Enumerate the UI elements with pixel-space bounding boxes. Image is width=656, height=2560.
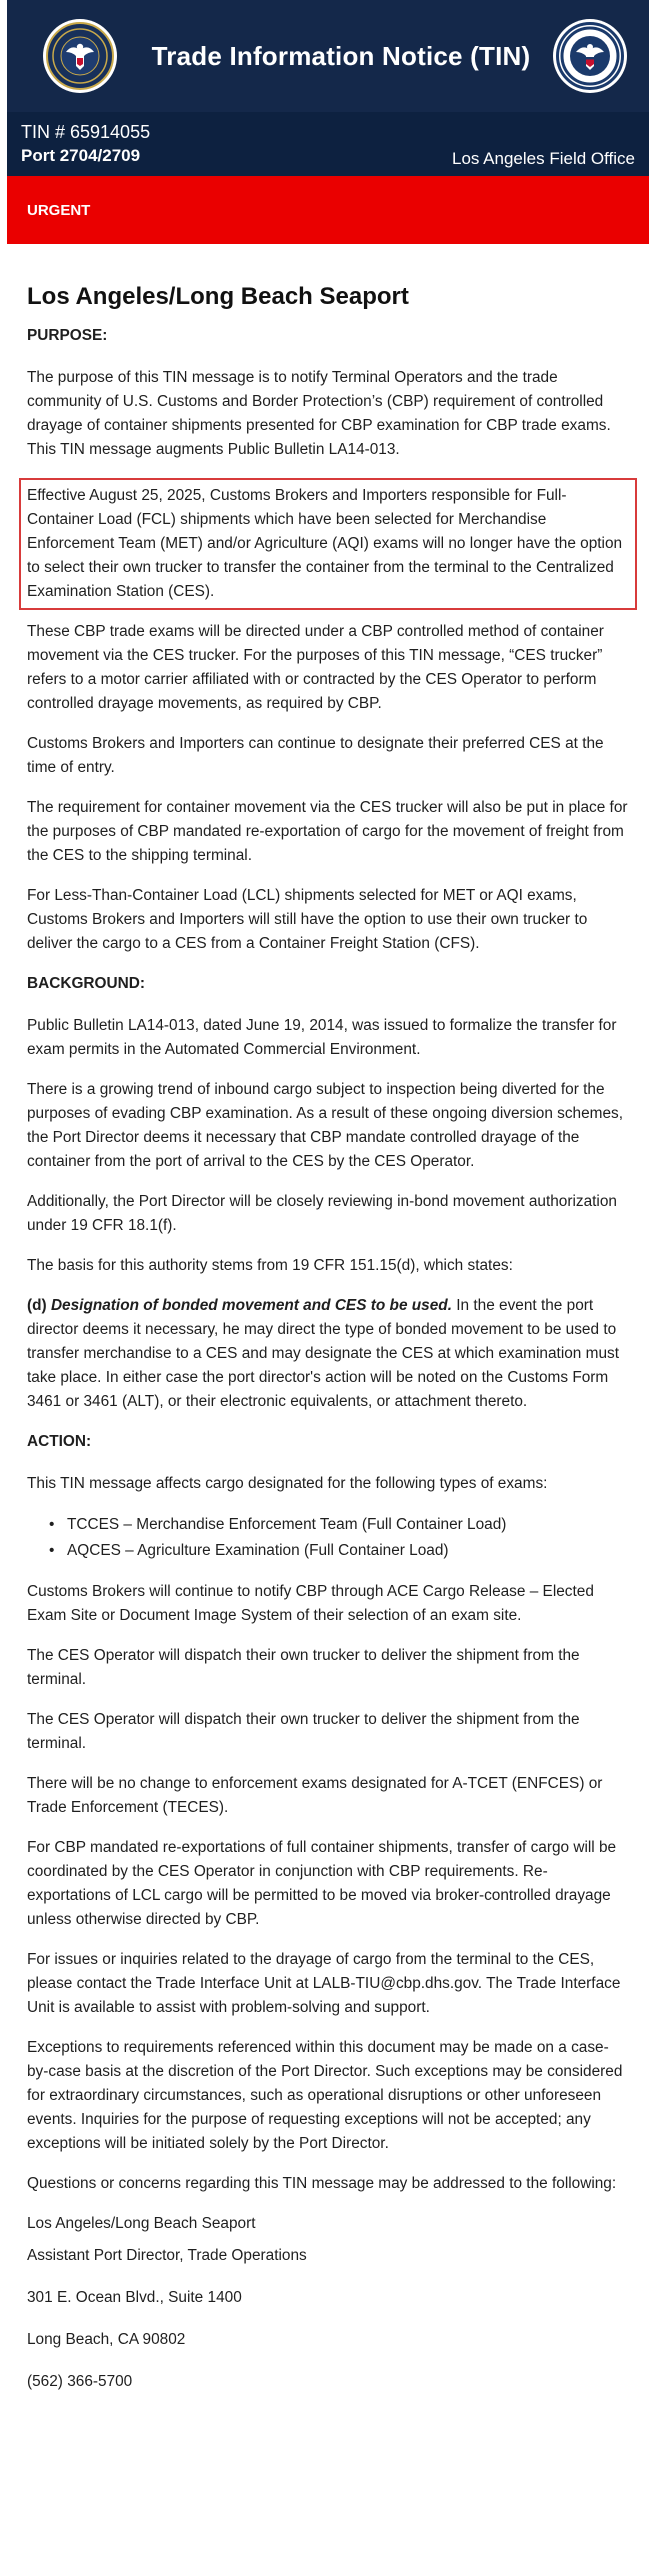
contact-title: Assistant Port Director, Trade Operations: [27, 2247, 307, 2264]
regulation-text: In the event the port director deems it necessary, he may direct the type of bonded movement to be used to transfer merchandise to a CES and may designate the CES at which examination must take place. In either case the port director's action will be noted on the Customs Form 3461 or 3461 (ALT), or their electronic equivalents, or attachment thereto.: [27, 1297, 619, 1410]
purpose-heading: PURPOSE:: [27, 327, 108, 344]
action-paragraph: This TIN message affects cargo designated for the following types of exams:: [27, 1475, 548, 1492]
document-title: Los Angeles/Long Beach Seaport: [27, 283, 409, 310]
notice-header: [7, 0, 649, 112]
list-item: • AQCES – Agriculture Examination (Full Container Load): [49, 1538, 629, 1564]
purpose-paragraph: The purpose of this TIN message is to notify Terminal Operators and the trade community of U.S. Customs and Border Protection’s (CBP) requirement of controlled drayage of container shipments presented for CBP examination for CBP trade exams. This TIN message augments Public Bulletin LA14-013.: [27, 369, 611, 458]
contact-city: Long Beach, CA 90802: [27, 2331, 186, 2348]
eagle-icon: [50, 26, 110, 86]
tin-number: TIN # 65914055: [21, 122, 151, 142]
regulation-quote: [27, 1294, 629, 1414]
field-office: Los Angeles Field Office: [451, 149, 635, 168]
background-paragraph: There is a growing trend of inbound cargo subject to inspection being diverted for the purposes of evading CBP examination. As a result of these ongoing diversion schemes, the Port Director deems it necessary that CBP mandate controlled drayage of the container from the port of arrival to the CES by the CES Operator.: [27, 1081, 624, 1170]
urgent-banner: URGENT: [7, 176, 649, 244]
action-paragraph: For issues or inquiries related to the drayage of cargo from the terminal to the CES, please contact the Trade Interface Unit at LALB-TIU@cbp.dhs.gov. The Trade Interface Unit is available to assist with problem-solving and support.: [27, 1951, 621, 2016]
background-heading: BACKGROUND:: [27, 975, 145, 992]
action-paragraph: Questions or concerns regarding this TIN message may be addressed to the following:: [27, 2175, 617, 2192]
action-paragraph: Customs Brokers will continue to notify CBP through ACE Cargo Release – Elected Exam Site or Document Image System of their selection of an exam site.: [27, 1583, 594, 1624]
background-paragraph: The basis for this authority stems from 19 CFR 151.15(d), which states:: [27, 1257, 513, 1274]
contact-name: Los Angeles/Long Beach Seaport: [27, 2215, 256, 2232]
port-code: Port 2704/2709: [21, 146, 141, 165]
notice-body: [7, 244, 649, 2394]
cbp-seal-icon: [43, 19, 117, 93]
tin-bar: [7, 112, 649, 176]
purpose-paragraph: These CBP trade exams will be directed under a CBP controlled method of container movement via the CES trucker. For the purposes of this TIN message, “CES trucker” refers to a motor carrier affiliated with or contracted by the CES Operator to perform controlled drayage movements, as required by CBP.: [27, 623, 604, 712]
regulation-label: (d): [27, 1297, 47, 1314]
highlighted-paragraph: Effective August 25, 2025, Customs Brokers and Importers responsible for Full-Container Load (FCL) shipments which have been selected for Merchandise Enforcement Team (MET) and/or Agriculture (AQI) exams will no longer have the option to select their own trucker to transfer the container from the terminal to the Centralized Examination Station (CES).: [19, 478, 637, 610]
action-paragraph: The CES Operator will dispatch their own trucker to deliver the shipment from the terminal.: [27, 1647, 580, 1688]
action-paragraph: Exceptions to requirements referenced within this document may be made on a case-by-case basis at the discretion of the Port Director. Such exceptions may be considered for extraordinary circumstances, such as operational disruptions or other unforeseen events. Inquiries for the purpose of requesting exceptions will not be accepted; any exceptions will be initiated solely by the Port Director.: [27, 2039, 623, 2152]
action-paragraph: For CBP mandated re-exportations of full container shipments, transfer of cargo will be coordinated by the CES Operator in conjunction with CBP requirements. Re-exportations of LCL cargo will be permitted to be moved via broker-controlled drayage unless otherwise directed by CBP.: [27, 1839, 617, 1928]
contact-street: 301 E. Ocean Blvd., Suite 1400: [27, 2289, 242, 2306]
exam-type-list: [49, 1512, 629, 1564]
action-paragraph: There will be no change to enforcement exams designated for A-TCET (ENFCES) or Trade Enforcement (TECES).: [27, 1775, 603, 1816]
purpose-paragraph: The requirement for container movement via the CES trucker will also be put in place for the purposes of CBP mandated re-exportation of cargo for the movement of freight from the CES to the shipping terminal.: [27, 799, 628, 864]
dhs-seal-icon: [553, 19, 627, 93]
purpose-paragraph: For Less-Than-Container Load (LCL) shipments selected for MET or AQI exams, Customs Brokers and Importers will still have the option to use their own trucker to deliver the cargo to a CES from a Container Freight Station (CFS).: [27, 887, 588, 952]
action-heading: ACTION:: [27, 1433, 92, 1450]
action-paragraph: The CES Operator will dispatch their own trucker to deliver the shipment from the terminal.: [27, 1711, 580, 1752]
list-item: • TCCES – Merchandise Enforcement Team (Full Container Load): [49, 1512, 629, 1538]
regulation-title: Designation of bonded movement and CES to be used.: [50, 1297, 452, 1314]
background-paragraph: Public Bulletin LA14-013, dated June 19, 2014, was issued to formalize the transfer for exam permits in the Automated Commercial Environment.: [27, 1017, 617, 1058]
page-title: Trade Information Notice (TIN): [151, 40, 531, 71]
purpose-paragraph: Customs Brokers and Importers can continue to designate their preferred CES at the time of entry.: [27, 735, 604, 776]
background-paragraph: Additionally, the Port Director will be closely reviewing in-bond movement authorization under 19 CFR 18.1(f).: [27, 1193, 617, 1234]
contact-phone: (562) 366-5700: [27, 2373, 133, 2390]
dhs-eagle-icon: [559, 25, 621, 87]
